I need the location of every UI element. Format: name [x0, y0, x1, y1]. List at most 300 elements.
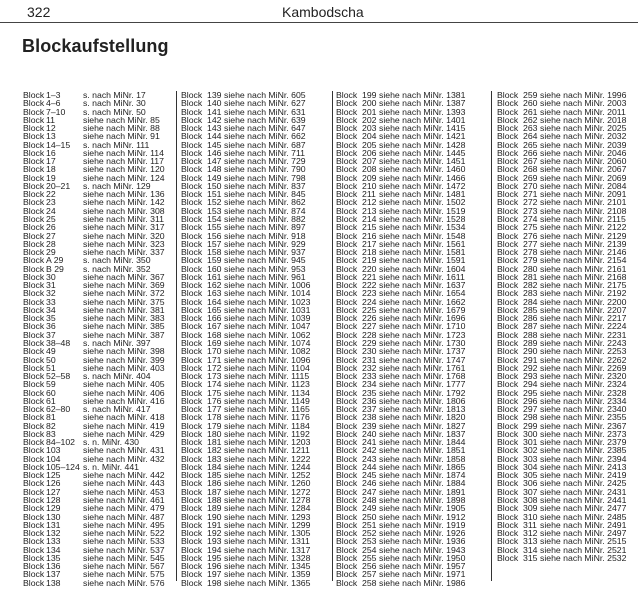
block-label: Block — [497, 280, 519, 291]
block-number: 228 — [362, 329, 377, 340]
reference-text: siehe nach MiNr. 418 — [83, 412, 165, 423]
block-label: Block — [336, 90, 358, 100]
block-label: Block — [181, 263, 203, 274]
block-number: 12 — [46, 123, 56, 134]
reference-text: siehe nach MiNr. 1466 — [379, 172, 466, 183]
block-number: 265 — [523, 139, 538, 150]
block-label: Block — [23, 552, 45, 563]
block-label: Block — [336, 139, 358, 150]
block-number: 183 — [207, 453, 222, 464]
block-number: 305 — [523, 470, 538, 481]
block-number: 294 — [523, 379, 538, 390]
block-label: Block — [23, 511, 45, 522]
block-number: 27 — [46, 230, 56, 241]
block-label: Block — [23, 180, 45, 191]
block-label: Block — [181, 387, 203, 398]
block-number: 24 — [46, 205, 56, 216]
block-number: 239 — [362, 420, 377, 431]
reference-text: siehe nach MiNr. 2262 — [540, 354, 627, 365]
block-number: 32 — [46, 288, 56, 299]
block-number: 204 — [362, 131, 377, 142]
block-number: 62–80 — [46, 404, 71, 415]
block-label: Block — [181, 172, 203, 183]
block-label: Block — [336, 230, 358, 241]
block-label: Block — [23, 544, 45, 555]
block-number: 155 — [207, 222, 222, 233]
reference-text: siehe nach MiNr. 2101 — [540, 197, 627, 208]
block-label: Block — [181, 288, 203, 299]
block-label: Block — [23, 453, 45, 464]
reference-text: siehe nach MiNr. 1950 — [379, 552, 466, 563]
block-number: 237 — [362, 404, 377, 415]
reference-text: siehe nach MiNr. 461 — [83, 495, 165, 506]
block-number: 214 — [362, 213, 377, 224]
reference-text: siehe nach MiNr. 479 — [83, 503, 165, 514]
block-number: 177 — [207, 404, 222, 415]
reference-text: siehe nach MiNr. 453 — [83, 486, 165, 497]
block-number: 254 — [362, 544, 377, 555]
reference-text: siehe nach MiNr. 416 — [83, 395, 165, 406]
reference-text: siehe nach MiNr. 1428 — [379, 139, 466, 150]
block-label: Block — [181, 445, 203, 456]
reference-text: s. nach MiNr. 50 — [83, 106, 146, 117]
block-number: 269 — [523, 172, 538, 183]
block-label: Block — [181, 114, 203, 125]
reference-text: siehe nach MiNr. 1115 — [224, 371, 310, 382]
reference-text: siehe nach MiNr. 1851 — [379, 445, 466, 456]
block-label: Block — [336, 296, 358, 307]
block-number: 246 — [362, 478, 377, 489]
block-label: Block — [336, 544, 358, 555]
block-number: 279 — [523, 255, 538, 266]
reference-text: siehe nach MiNr. 2192 — [540, 288, 627, 299]
block-number: 281 — [523, 271, 538, 282]
block-label: Block — [336, 156, 358, 167]
reference-text: siehe nach MiNr. 1730 — [379, 337, 466, 348]
block-number: 243 — [362, 453, 377, 464]
reference-text: siehe nach MiNr. 522 — [83, 528, 165, 539]
block-label: Block — [181, 354, 203, 365]
block-number: 295 — [523, 387, 538, 398]
block-number: 314 — [523, 544, 538, 555]
block-label: Block — [23, 478, 45, 489]
block-label: Block — [497, 106, 519, 117]
reference-text: siehe nach MiNr. 429 — [83, 428, 165, 439]
block-number: 193 — [207, 536, 222, 547]
reference-text: siehe nach MiNr. 897 — [224, 222, 306, 233]
block-number: 179 — [207, 420, 222, 431]
block-label: Block — [336, 561, 358, 572]
block-label: Block — [23, 346, 45, 357]
block-label: Block — [336, 536, 358, 547]
reference-text: siehe nach MiNr. 2069 — [540, 172, 627, 183]
block-number: 209 — [362, 172, 377, 183]
block-label: Block — [336, 180, 358, 191]
block-label: Block — [497, 205, 519, 216]
block-number: 172 — [207, 362, 222, 373]
reference-text: siehe nach MiNr. 837 — [224, 180, 306, 191]
block-label: Block — [181, 147, 203, 158]
reference-text: siehe nach MiNr. 2515 — [540, 536, 627, 547]
block-label: Block — [336, 552, 358, 563]
block-number: 162 — [207, 280, 222, 291]
block-label: Block — [336, 461, 358, 472]
block-label: Block — [23, 337, 45, 348]
block-label: Block — [23, 387, 45, 398]
block-label: Block — [336, 321, 358, 332]
block-label: Block — [181, 536, 203, 547]
reference-text: siehe nach MiNr. 2320 — [540, 371, 627, 382]
reference-text: siehe nach MiNr. 406 — [83, 387, 165, 398]
block-label: Block — [181, 156, 203, 167]
block-number: 182 — [207, 445, 222, 456]
block-number: 189 — [207, 503, 222, 514]
block-number: 26 — [46, 222, 56, 233]
reference-text: siehe nach MiNr. 2340 — [540, 404, 627, 415]
block-number: 50 — [46, 354, 56, 365]
block-label: Block — [23, 106, 45, 117]
block-number: 105–124 — [46, 461, 80, 472]
block-label: Block — [23, 172, 45, 183]
block-label: Block — [181, 379, 203, 390]
reference-text: siehe nach MiNr. 2394 — [540, 453, 627, 464]
block-number: 37 — [46, 329, 56, 340]
reference-text: siehe nach MiNr. 576 — [83, 577, 165, 588]
block-number: 148 — [207, 164, 222, 175]
block-label: Block — [23, 495, 45, 506]
reference-text: siehe nach MiNr. 1874 — [379, 470, 466, 481]
block-number: 221 — [362, 271, 377, 282]
block-label: Block — [336, 395, 358, 406]
block-number: 190 — [207, 511, 222, 522]
block-number: 224 — [362, 296, 377, 307]
reference-text: siehe nach MiNr. 2355 — [540, 412, 627, 423]
block-label: Block — [181, 139, 203, 150]
block-number: 260 — [523, 98, 538, 109]
block-label: Block — [497, 147, 519, 158]
reference-text: siehe nach MiNr. 1096 — [224, 354, 311, 365]
block-label: Block — [181, 420, 203, 431]
block-label: Block — [336, 255, 358, 266]
block-number: 203 — [362, 123, 377, 134]
block-number: 38–48 — [46, 337, 71, 348]
block-number: 276 — [523, 230, 538, 241]
block-label: Block — [336, 197, 358, 208]
reference-text: siehe nach MiNr. 1768 — [379, 371, 466, 382]
reference-text: siehe nach MiNr. 1328 — [224, 552, 311, 563]
block-number: 280 — [523, 263, 538, 274]
block-label: Block — [497, 139, 519, 150]
block-number: 175 — [207, 387, 222, 398]
block-label: Block — [497, 470, 519, 481]
block-label: Block — [497, 437, 519, 448]
block-number: 235 — [362, 387, 377, 398]
reference-text: siehe nach MiNr. 537 — [83, 544, 165, 555]
block-label: Block — [497, 263, 519, 274]
reference-text: siehe nach MiNr. 2385 — [540, 445, 627, 456]
block-number: 313 — [523, 536, 538, 547]
reference-text: siehe nach MiNr. 1272 — [224, 486, 311, 497]
reference-text: siehe nach MiNr. 1284 — [224, 503, 311, 514]
block-number: 296 — [523, 395, 538, 406]
block-number: 188 — [207, 495, 222, 506]
reference-text: siehe nach MiNr. 711 — [224, 147, 305, 158]
block-label: Block — [497, 371, 519, 382]
reference-text: siehe nach MiNr. 2497 — [540, 528, 627, 539]
block-number: 171 — [207, 354, 222, 365]
block-number: 143 — [207, 123, 222, 134]
block-number: 84–102 — [46, 437, 75, 448]
block-label: Block — [497, 354, 519, 365]
block-label: Block — [181, 98, 203, 109]
reference-text: siehe nach MiNr. 1919 — [379, 519, 466, 530]
block-label: Block — [497, 511, 519, 522]
block-label: Block — [23, 156, 45, 167]
block-number: B 29 — [46, 263, 64, 274]
reference-text: siehe nach MiNr. 1184 — [224, 420, 310, 431]
block-number: 28 — [46, 238, 56, 249]
reference-text: siehe nach MiNr. 1591 — [379, 255, 466, 266]
block-label: Block — [181, 280, 203, 291]
block-number: 127 — [46, 486, 61, 497]
block-number: 309 — [523, 503, 538, 514]
block-number: 158 — [207, 247, 222, 258]
block-number: 18 — [46, 164, 56, 175]
block-number: 187 — [207, 486, 222, 497]
reference-text: siehe nach MiNr. 2373 — [540, 428, 627, 439]
reference-text: siehe nach MiNr. 1679 — [379, 304, 466, 315]
block-label: Block — [181, 247, 203, 258]
block-number: 202 — [362, 114, 377, 125]
block-number: 258 — [362, 577, 377, 588]
block-number: 233 — [362, 371, 377, 382]
block-label: Block — [497, 156, 519, 167]
reference-text: siehe nach MiNr. 136 — [83, 189, 165, 200]
reference-text: siehe nach MiNr. 1971 — [379, 569, 466, 580]
reference-text: siehe nach MiNr. 1502 — [379, 197, 466, 208]
reference-text: siehe nach MiNr. 1813 — [379, 404, 466, 415]
block-number: 315 — [523, 552, 538, 563]
reference-text: siehe nach MiNr. 545 — [83, 552, 165, 563]
reference-text: siehe nach MiNr. 405 — [83, 379, 165, 390]
reference-text: siehe nach MiNr. 1898 — [379, 495, 466, 506]
block-label: Block — [181, 230, 203, 241]
block-label: Block — [336, 420, 358, 431]
block-label: Block — [181, 197, 203, 208]
block-label: Block — [23, 288, 45, 299]
block-number: 219 — [362, 255, 377, 266]
block-label: Block — [181, 222, 203, 233]
block-label: Block — [23, 428, 45, 439]
reference-text: siehe nach MiNr. 2122 — [540, 222, 627, 233]
block-number: 292 — [523, 362, 538, 373]
block-label: Block — [23, 205, 45, 216]
reference-text: siehe nach MiNr. 311 — [83, 213, 164, 224]
block-number: 288 — [523, 329, 538, 340]
block-number: 264 — [523, 131, 538, 142]
block-number: 31 — [46, 280, 56, 291]
reference-text: siehe nach MiNr. 381 — [83, 304, 165, 315]
block-number: 181 — [207, 437, 222, 448]
reference-text: siehe nach MiNr. 1014 — [224, 288, 311, 299]
column-divider — [491, 91, 492, 581]
block-label: Block — [23, 379, 45, 390]
reference-text: siehe nach MiNr. 2060 — [540, 156, 627, 167]
reference-text: siehe nach MiNr. 1305 — [224, 528, 311, 539]
block-number: 223 — [362, 288, 377, 299]
block-label: Block — [181, 255, 203, 266]
block-number: 167 — [207, 321, 222, 332]
block-number: 210 — [362, 180, 377, 191]
block-number: 197 — [207, 569, 222, 580]
block-number: 248 — [362, 495, 377, 506]
block-number: 284 — [523, 296, 538, 307]
reference-text: siehe nach MiNr. 369 — [83, 280, 165, 291]
block-number: 51 — [46, 362, 56, 373]
block-number: 268 — [523, 164, 538, 175]
block-label: Block — [181, 552, 203, 563]
block-label: Block — [497, 536, 519, 547]
reference-text: siehe nach MiNr. 2032 — [540, 131, 627, 142]
block-number: 81 — [46, 412, 56, 423]
block-number: 245 — [362, 470, 377, 481]
block-number: 278 — [523, 247, 538, 258]
block-label: Block — [336, 495, 358, 506]
block-number: 13 — [46, 131, 56, 142]
block-label: Block — [497, 404, 519, 415]
block-label: Block — [23, 114, 45, 125]
block-number: 147 — [207, 156, 222, 167]
reference-text: siehe nach MiNr. 2039 — [540, 139, 627, 150]
block-label: Block — [23, 131, 45, 142]
block-number: 178 — [207, 412, 222, 423]
reference-text: siehe nach MiNr. 1844 — [379, 437, 466, 448]
block-label: Block — [23, 561, 45, 572]
reference-text: siehe nach MiNr. 2231 — [540, 329, 627, 340]
block-label: Block — [336, 164, 358, 175]
block-number: 103 — [46, 445, 61, 456]
block-number: 297 — [523, 404, 538, 415]
block-label: Block — [497, 528, 519, 539]
block-number: 273 — [523, 205, 538, 216]
reference-text: siehe nach MiNr. 1912 — [379, 511, 466, 522]
block-number: 217 — [362, 238, 377, 249]
block-number: 218 — [362, 247, 377, 258]
block-label: Block — [336, 205, 358, 216]
block-number: 130 — [46, 511, 61, 522]
reference-text: siehe nach MiNr. 961 — [224, 271, 306, 282]
block-label: Block — [336, 379, 358, 390]
block-label: Block — [181, 271, 203, 282]
block-number: 35 — [46, 313, 56, 324]
reference-text: siehe nach MiNr. 729 — [224, 156, 306, 167]
reference-text: siehe nach MiNr. 1637 — [379, 280, 466, 291]
block-label: Block — [336, 346, 358, 357]
reference-text: siehe nach MiNr. 308 — [83, 205, 165, 216]
block-number: 131 — [46, 519, 61, 530]
block-label: Block — [336, 453, 358, 464]
block-number: 163 — [207, 288, 222, 299]
reference-text: siehe nach MiNr. 2161 — [540, 263, 627, 274]
block-number: 304 — [523, 461, 538, 472]
block-label: Block — [23, 329, 45, 340]
reference-text: siehe nach MiNr. 1345 — [224, 561, 311, 572]
reference-text: siehe nach MiNr. 1104 — [224, 362, 310, 373]
block-number: 252 — [362, 528, 377, 539]
reference-text: siehe nach MiNr. 1039 — [224, 313, 311, 324]
reference-text: siehe nach MiNr. 1696 — [379, 313, 466, 324]
block-number: 157 — [207, 238, 222, 249]
block-label: Block — [497, 420, 519, 431]
reference-text: siehe nach MiNr. 2324 — [540, 379, 627, 390]
reference-text: siehe nach MiNr. 1761 — [379, 362, 466, 373]
block-label: Block — [497, 98, 519, 109]
block-number: 226 — [362, 313, 377, 324]
block-number: 270 — [523, 180, 538, 191]
block-label: Block — [181, 561, 203, 572]
reference-text: s. nach MiNr. 417 — [83, 404, 151, 415]
block-number: 220 — [362, 263, 377, 274]
block-label: Block — [497, 387, 519, 398]
block-label: Block — [23, 470, 45, 481]
block-label: Block — [497, 271, 519, 282]
block-label: Block — [181, 213, 203, 224]
reference-text: siehe nach MiNr. 1472 — [379, 180, 466, 191]
block-label: Block — [497, 313, 519, 324]
block-label: Block — [181, 412, 203, 423]
block-number: 16 — [46, 147, 56, 158]
block-number: 61 — [46, 395, 56, 406]
block-label: Block — [336, 511, 358, 522]
block-number: 229 — [362, 337, 377, 348]
block-label: Block — [336, 238, 358, 249]
block-number: 205 — [362, 139, 377, 150]
block-number: 213 — [362, 205, 377, 216]
block-number: 201 — [362, 106, 377, 117]
block-label: Block — [336, 362, 358, 373]
reference-text: siehe nach MiNr. 1858 — [379, 453, 466, 464]
reference-text: siehe nach MiNr. 1445 — [379, 147, 466, 158]
block-number: 135 — [46, 552, 61, 563]
reference-text: siehe nach MiNr. 1149 — [224, 395, 310, 406]
reference-text: siehe nach MiNr. 114 — [83, 147, 164, 158]
reference-text: siehe nach MiNr. 1393 — [379, 106, 466, 117]
reference-text: siehe nach MiNr. 1252 — [224, 470, 311, 481]
block-label: Block — [336, 354, 358, 365]
block-number: 150 — [207, 180, 222, 191]
reference-text: siehe nach MiNr. 2224 — [540, 321, 627, 332]
block-label: Block — [336, 445, 358, 456]
block-number: 275 — [523, 222, 538, 233]
block-label: Block — [23, 123, 45, 134]
block-number: 240 — [362, 428, 377, 439]
block-label: Block — [336, 114, 358, 125]
block-number: 299 — [523, 420, 538, 431]
reference-text: siehe nach MiNr. 2477 — [540, 503, 627, 514]
reference-text: siehe nach MiNr. 2441 — [540, 495, 627, 506]
block-number: 282 — [523, 280, 538, 291]
block-label: Block — [181, 511, 203, 522]
reference-text: siehe nach MiNr. 1662 — [379, 296, 466, 307]
block-label: Block — [181, 337, 203, 348]
block-label: Block — [497, 362, 519, 373]
reference-text: siehe nach MiNr. 320 — [83, 230, 165, 241]
block-number: 29 — [46, 247, 56, 258]
reference-text: siehe nach MiNr. 1311 — [224, 536, 310, 547]
block-label: Block — [336, 569, 358, 580]
block-number: 287 — [523, 321, 538, 332]
block-number: 136 — [46, 561, 61, 572]
